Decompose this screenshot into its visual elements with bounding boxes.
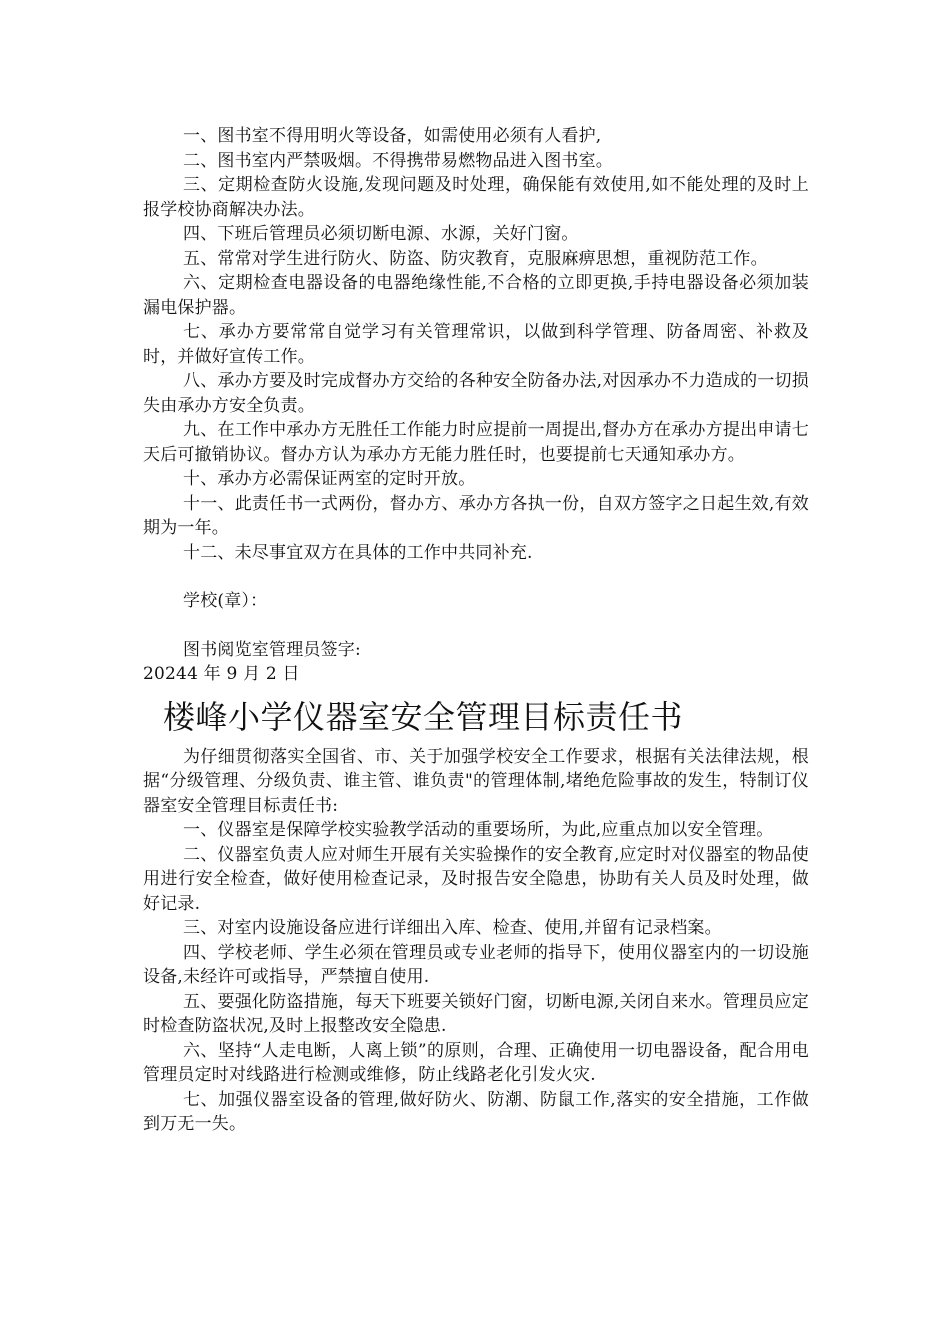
rule-item: 二、图书室内严禁吸烟。不得携带易燃物品进入图书室。 xyxy=(183,150,613,171)
document-title: 楼峰小学仪器室安全管理目标责任书 xyxy=(163,697,684,736)
rule-item: 七、加强仪器室设备的管理,做好防火、防潮、防鼠工作,落实的安全措施，工作做到万无一失。 xyxy=(143,1089,809,1134)
lab-rules-section xyxy=(143,745,809,1137)
intro-paragraph: 为仔细贯彻落实全国省、市、关于加强学校安全工作要求，根据有关法律法规，根据“分级管理、分级负责、谁主管、谁负责"的管理体制,堵绝危险事故的发生，特制订仪器室安全管理目标责任书: xyxy=(143,746,809,816)
rule-item: 三、对室内设施设备应进行详细出入库、检查、使用,并留有记录档案。 xyxy=(183,918,722,938)
rule-item: 一、仪器室是保障学校实验教学活动的重要场所，为此,应重点加以安全管理。 xyxy=(183,820,774,840)
rule-item: 六、定期检查电器设备的电器绝缘性能,不合格的立即更换,手持电器设备必须加装漏电保护器。 xyxy=(143,273,809,318)
rule-item: 一、图书室不得用明火等设备，如需使用必须有人看护, xyxy=(183,126,602,146)
rule-item: 二、仪器室负责人应对师生开展有关实验操作的安全教育,应定时对仪器室的物品使用进行安全检查，做好使用检查记录，及时报告安全隐患，协助有关人员及时处理，做好记录. xyxy=(143,844,809,914)
rule-item: 十、承办方必需保证两室的定时开放。 xyxy=(183,469,476,489)
rule-item: 七、承办方要常常自觉学习有关管理常识，以做到科学管理、防备周密、补救及时，并做好宣传工作。 xyxy=(143,322,809,367)
document-body xyxy=(143,124,809,1137)
rule-item: 四、下班后管理员必须切断电源、水源，关好门窗。 xyxy=(183,224,579,244)
blank-line xyxy=(143,614,809,638)
rule-item: 五、常常对学生进行防火、防盗、防灾教育，克服麻痹思想，重视防范工作。 xyxy=(183,248,768,269)
blank-line xyxy=(143,565,809,589)
rule-item: 十二、未尽事宜双方在具体的工作中共同补充. xyxy=(183,542,533,563)
rule-item: 五、要强化防盗措施，每天下班要关锁好门窗，切断电源,关闭自来水。管理员应定时检查防盗状况,及时上报整改安全隐患. xyxy=(143,991,809,1036)
rule-item: 六、坚持“人走电断，人离上锁”的原则，合理、正确使用一切电器设备，配合用电管理员定时对线路进行检测或维修，防止线路老化引发火灾. xyxy=(143,1040,809,1085)
library-rules-section xyxy=(143,124,809,687)
rule-item: 九、在工作中承办方无胜任工作能力时应提前一周提出,督办方在承办方提出申请七天后可撤销协议。督办方认为承办方无能力胜任时，也要提前七天通知承办方。 xyxy=(143,420,809,465)
signing-date: 20244 年 9 月 2 日 xyxy=(143,664,300,684)
rule-item: 四、学校老师、学生必须在管理员或专业老师的指导下，使用仪器室内的一切设施设备,未经许可或指导，严禁擅自使用. xyxy=(143,942,809,987)
school-seal-line: 学校(章）： xyxy=(183,591,268,611)
librarian-signature-line: 图书阅览室管理员签字: xyxy=(183,639,361,660)
rule-item: 十一、此责任书一式两份，督办方、承办方各执一份，自双方签字之日起生效,有效期为一年。 xyxy=(143,493,809,538)
rule-item: 三、定期检查防火设施,发现问题及时处理，确保能有效使用,如不能处理的及时上报学校协商解决办法。 xyxy=(143,175,809,220)
rule-item: 八、承办方要及时完成督办方交给的各种安全防备办法,对因承办不力造成的一切损失由承办方安全负责。 xyxy=(143,371,809,416)
